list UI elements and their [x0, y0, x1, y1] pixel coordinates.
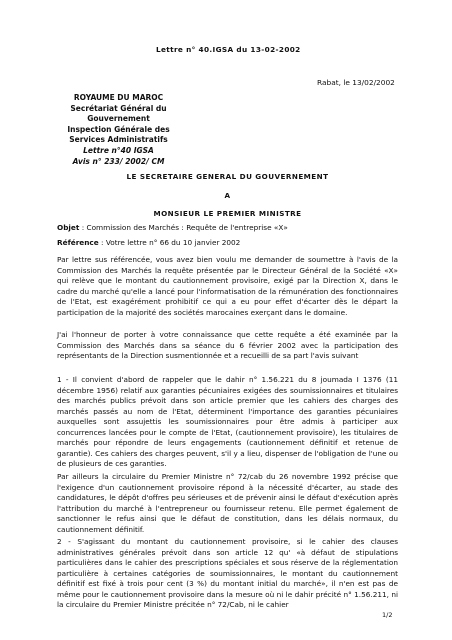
subject-line [57, 223, 288, 232]
page-number: 1/2 [382, 611, 393, 619]
paragraph-dahir: 1 - Il convient d'abord de rappeler que le dahir n° 1.56.221 du 8 joumada I 1376 (11 décembre 1956) relatif aux garanties pécuniaires exigées des soumissionnaires et titulaires des marchés publics prévoit dans son article premier que les cahiers des charges des marchés passés au nom de l'Etat, déterminent l'importance des garanties pécuniaires auxquelles sont assujettis les soumissionnaires pour être admis à participer aux concurrences lancées pour le compte de l'Etat, (cautionnement provisoire), les titulaires de marchés pour répondre de leurs engagements (cautionnement définitif et retenue de garantie). Ces cahiers des charges peuvent, s'il y a lieu, dispenser de l'obligation de l'une ou de plusieurs de ces garanties. [57, 375, 398, 469]
issuer-secretariat-line2: Gouvernement [87, 114, 150, 124]
issuer-secretariat-line1: Secrétariat Général du [70, 103, 167, 113]
issuer-header-block [57, 93, 180, 167]
place-date: Rabat, le 13/02/2002 [317, 78, 395, 87]
addressed-to: A [224, 191, 231, 200]
paragraph-montant: 2 - S'agissant du montant du cautionnement provisoire, si le cahier des clauses administratives générales prévoit dans son article 12 qu' «à défaut de stipulations particulières dans le cahier des prescriptions spéciales et sous réserve de la réglementation particulière à certaines catégories de soumissionnaires, le montant du cautionnement définitif est fixé à trois pour cent (3 %) du montant initial du marché», il n'en est pas de même pour le cautionnement provisoire dans la mesure où ni le dahir précité n° 1.56.211, ni la circulaire du Premier Ministre précitée n° 72/Cab, ni le cahier [57, 537, 398, 610]
subject-text: : Commission des Marchés : Requête de l'entreprise «X» [79, 223, 288, 232]
reference-line [57, 238, 240, 247]
issuer-avis-number: Avis n° 233/ 2002/ CM [72, 156, 165, 166]
issuer-letter-number: Lettre n°40 IGSA [83, 145, 154, 155]
subject-label: Objet [57, 223, 80, 232]
issuer-country: ROYAUME DU MAROC [73, 93, 164, 102]
reference-text: : Votre lettre n° 66 du 10 janvier 2002 [98, 238, 241, 247]
paragraph-circulaire: Par ailleurs la circulaire du Premier Ministre n° 72/cab du 26 novembre 1992 précise que l'exigence d'un cautionnement provisoire répond à la nécessité d'écarter, au stade des candidatures, le dépôt d'offres peu sérieuses et de prévenir ainsi le défaut d'exécution après l'attribution du marché à l'entrepreneur ou fournisseur retenu. Elle permet également de sanctionner le refus ainsi que le défaut de constitution, dans les délais normaux, du cautionnement définitif. [57, 472, 398, 534]
letter-reference-title: Lettre n° 40.IGSA du 13-02-2002 [156, 45, 301, 54]
issuer-inspection-line2: Services Administratifs [69, 135, 168, 145]
paragraph-commission: J'ai l'honneur de porter à votre connaissance que cette requête a été examinée par la Commission des Marchés dans sa séance du 6 février 2002 avec la participation des représentants de la Direction susmentionnée et a recueilli de sa part l'avis suivant [57, 330, 398, 361]
reference-label: Référence [57, 238, 99, 247]
recipient-title: MONSIEUR LE PREMIER MINISTRE [153, 209, 302, 218]
sender-title: LE SECRETAIRE GENERAL DU GOUVERNEMENT [126, 172, 329, 181]
issuer-inspection-line1: Inspection Générale des [67, 124, 170, 134]
paragraph-request: Par lettre sus référencée, vous avez bien voulu me demander de soumettre à l'avis de la Commission des Marchés la requête présentée par le Directeur Général de la Société «X» qui relève que le montant du cautionnement provisoire, exigé par la Direction X, dans le cadre du marché qu'elle a lancé pour l'informatisation de la rémunération des fonctionnaires de l'Etat, est exagérément prohibitif ce qui a eu pour effet d'écarter dès le départ la participation de la majorité des sociétés marocaines exerçant dans le domaine. [57, 255, 398, 317]
